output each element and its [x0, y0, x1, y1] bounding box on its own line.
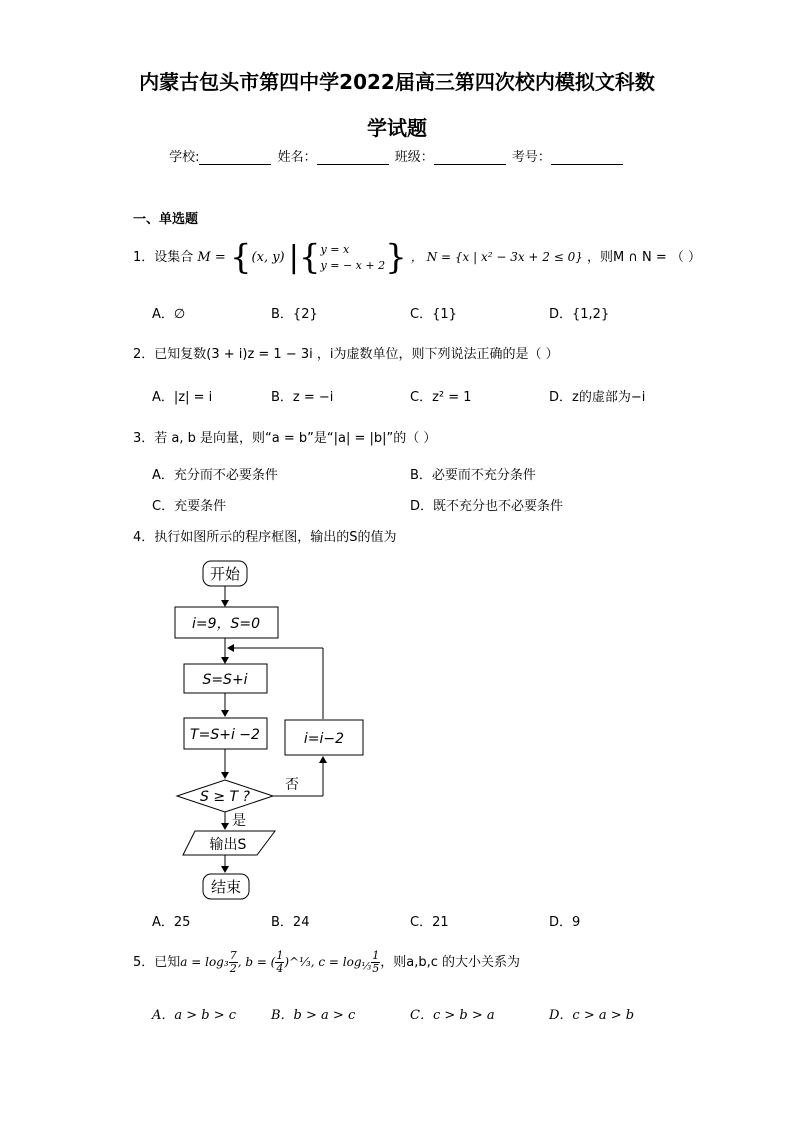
section-heading: 一、单选题 — [133, 212, 199, 227]
flow-output-text: 输出S — [209, 837, 247, 853]
question-5 — [133, 950, 520, 975]
q1-option-a[interactable]: A．∅ — [152, 307, 186, 322]
flow-step2-text: T=S+i −2 — [190, 727, 260, 743]
student-info-line — [0, 146, 794, 165]
class-blank[interactable] — [434, 150, 506, 165]
school-label: 学校: — [169, 150, 200, 165]
q3-option-b[interactable]: B．必要而不充分条件 — [410, 468, 536, 483]
flow-yes-label: 是 — [232, 813, 246, 829]
q1-option-c[interactable]: C．{1} — [410, 307, 457, 322]
q5-b-den: 4 — [276, 962, 284, 975]
flow-step1-text: S=S+i — [202, 672, 248, 688]
q1-tail: ，则M ∩ N = （ ） — [587, 250, 702, 265]
q1-set-m: M = — [197, 250, 226, 265]
question-1: 1．设集合 M = {(x, y) |{ y = x y = − x + 2 } ， N = {x | x² − 3x + 2 ≤ 0} ，则M ∩ N = （ ） — [133, 237, 702, 278]
q3-option-c[interactable]: C．充要条件 — [152, 499, 227, 514]
title-line-2: 学试题 — [367, 116, 427, 140]
q5-a-fraction — [229, 950, 238, 975]
q1-system — [321, 242, 386, 274]
q3-option-a[interactable]: A．充分而不必要条件 — [152, 468, 278, 483]
number-blank[interactable] — [551, 150, 623, 165]
q5-c-den: 5 — [372, 962, 380, 975]
name-blank[interactable] — [317, 150, 389, 165]
q5-tail: ，则a,b,c 的大小关系为 — [380, 955, 520, 970]
q1-prefix: 1．设集合 — [133, 250, 194, 265]
school-blank[interactable] — [199, 150, 271, 165]
q1-set-element: (x, y) — [251, 250, 285, 265]
q5-option-c[interactable]: C．c > b > a — [410, 1008, 495, 1023]
flow-start-text: 开始 — [209, 565, 241, 583]
q1-option-b[interactable]: B．{2} — [271, 307, 318, 322]
q5-prefix: 5．已知 — [133, 955, 181, 970]
q4-option-d[interactable]: D．9 — [549, 915, 581, 930]
class-label: 班级： — [394, 150, 434, 165]
flow-update-text: i=i−2 — [303, 731, 345, 747]
q1-set-n: ， N = {x | x² − 3x + 2 ≤ 0} — [410, 250, 583, 264]
q2-option-c[interactable]: C．z² = 1 — [410, 390, 472, 405]
q4-option-a[interactable]: A．25 — [152, 915, 191, 930]
q2-option-b[interactable]: B．z = −i — [271, 390, 334, 405]
q5-c-fraction — [371, 950, 380, 975]
q5-c-base: ⅓ — [361, 961, 372, 973]
q2-option-a[interactable]: A．|z| = i — [152, 390, 213, 405]
question-4: 4．执行如图所示的程序框图，输出的S的值为 — [133, 530, 397, 545]
q5-b: , b = ( — [237, 955, 276, 969]
question-2: 2．已知复数(3 + i)z = 1 − 3i ，i为虚数单位，则下列说法正确的是（ ） — [133, 347, 559, 362]
q5-a-num: 7 — [229, 949, 237, 962]
flowchart — [170, 556, 380, 906]
flow-end-text: 结束 — [210, 878, 242, 896]
q1-eq2: y = − x + 2 — [320, 258, 386, 272]
q1-option-d[interactable]: D．{1,2} — [549, 307, 610, 322]
question-3: 3．若 a, b 是向量，则“a = b”是“|a| = |b|”的（ ） — [133, 431, 437, 446]
number-label: 考号： — [511, 150, 551, 165]
q5-a-den: 2 — [229, 962, 237, 975]
q5-b-exp: )^⅓ — [284, 955, 311, 969]
name-label: 姓名： — [277, 150, 317, 165]
flow-no-label: 否 — [285, 777, 299, 793]
q4-option-b[interactable]: B．24 — [271, 915, 310, 930]
q5-option-b[interactable]: B．b > a > c — [271, 1008, 356, 1023]
q4-option-c[interactable]: C．21 — [410, 915, 449, 930]
q5-c-num: 1 — [372, 949, 380, 962]
q5-a: a = log₃ — [180, 955, 229, 969]
q5-c: , c = log — [310, 955, 362, 969]
q3-option-d[interactable]: D．既不充分也不必要条件 — [410, 499, 564, 514]
flow-init-text: i=9，S=0 — [191, 616, 261, 632]
title-line-1: 内蒙古包头市第四中学2022届高三第四次校内模拟文科数 — [139, 70, 655, 94]
left-brace-icon: { — [229, 237, 252, 278]
q5-option-a[interactable]: A．a > b > c — [152, 1008, 237, 1023]
q1-eq1: y = x — [320, 242, 350, 256]
q5-b-num: 1 — [276, 949, 284, 962]
q5-option-d[interactable]: D．c > a > b — [549, 1008, 635, 1023]
right-brace-icon: } — [385, 237, 407, 278]
q2-option-d[interactable]: D．z的虚部为−i — [549, 390, 646, 405]
flow-condition-text: S ≥ T ? — [200, 789, 250, 805]
left-brace-icon: { — [298, 237, 321, 278]
